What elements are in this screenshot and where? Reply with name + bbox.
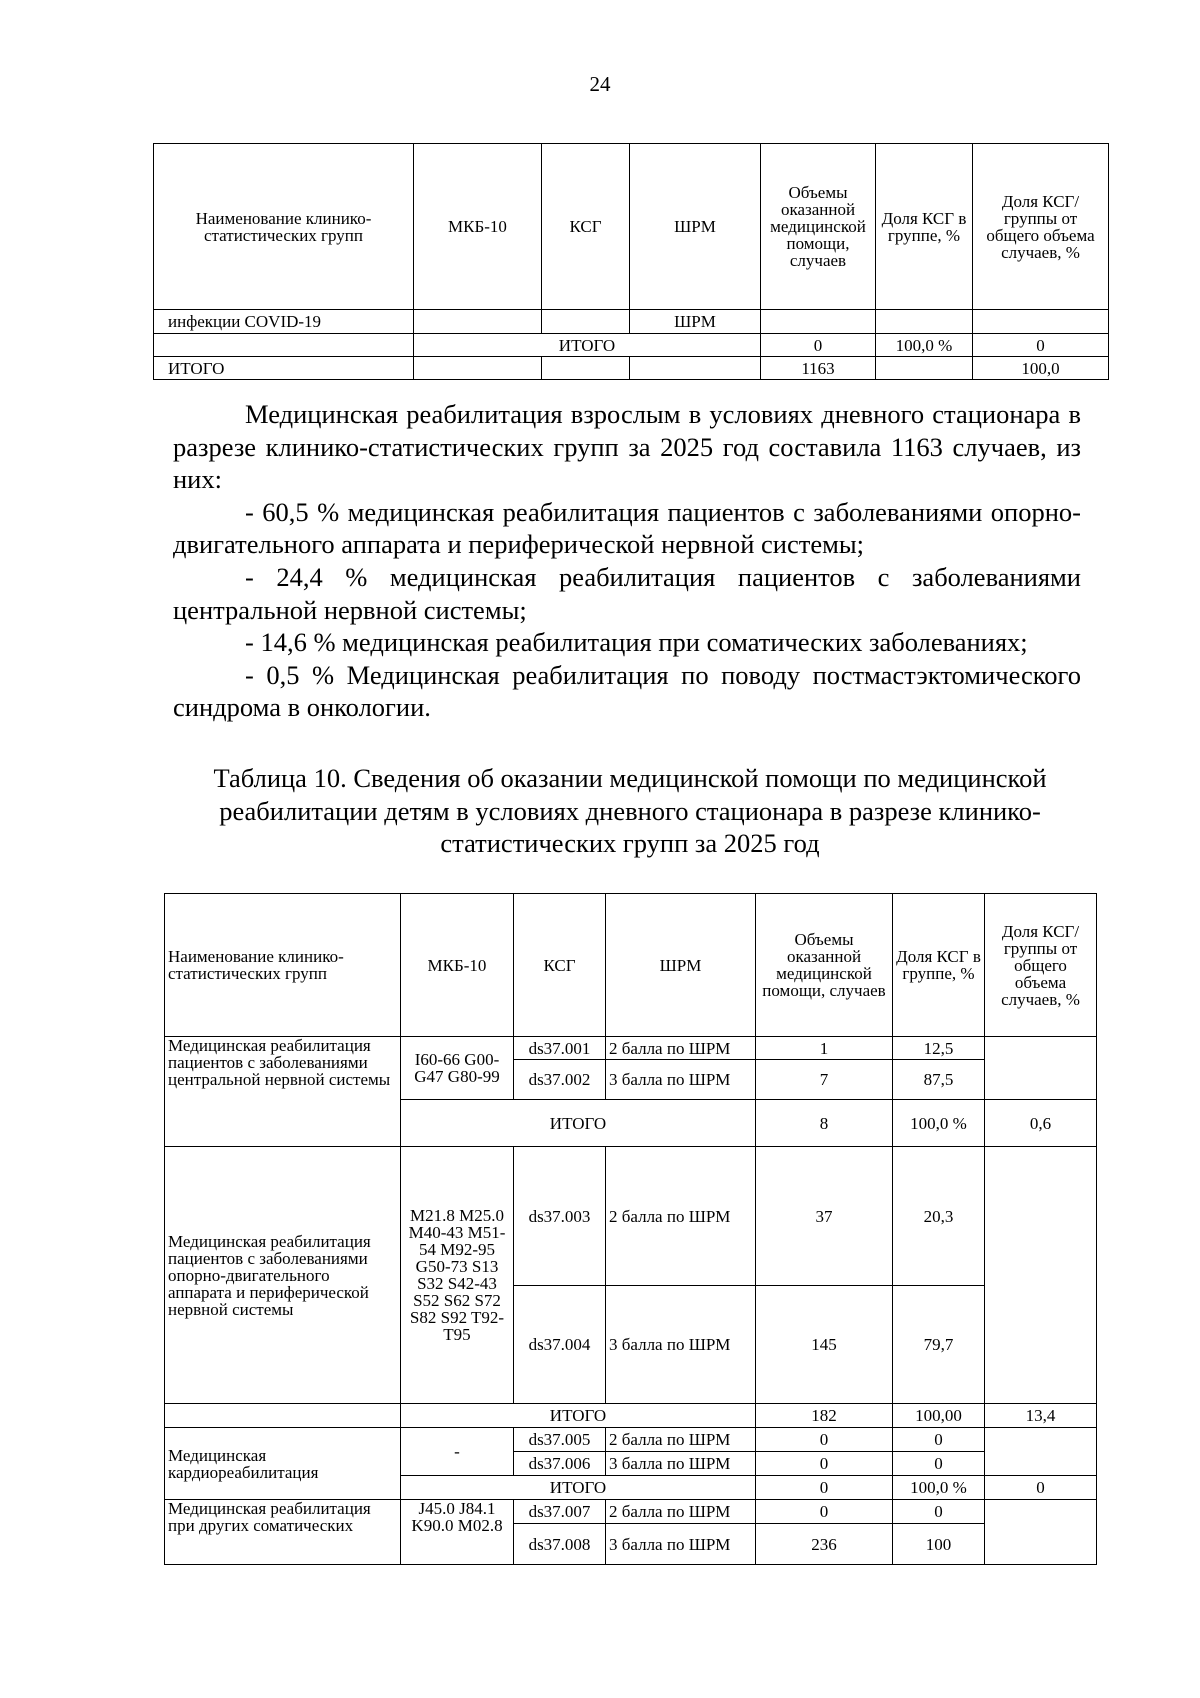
ksg-cell: ds37.006 [514,1452,606,1476]
empty-cell [985,1428,1097,1476]
mkb-codes: M21.8 M25.0 M40-43 M51-54 M92-95 G50-73 S13 S32 S42-43 S52 S62 S72 S82 S92 T92-T95 [401,1147,514,1404]
share-cell: 79,7 [893,1286,985,1404]
share-cell: 12,5 [893,1037,985,1060]
total-volume: 1163 [761,357,876,380]
group-name: Медицинская реабилитация при других соматических [165,1500,401,1565]
shrm-cell: 2 балла по ШРМ [606,1147,756,1286]
paragraph: - 60,5 % медицинская реабилитация пациентов с заболеваниями опорно-двигательного аппарата и периферической нервной системы; [173,496,1081,560]
volume-cell: 7 [756,1060,893,1100]
subtotal-volume: 182 [756,1404,893,1428]
total-row [154,357,1109,380]
group-name: инфекции COVID-19 [154,310,414,334]
table-header-row [154,144,1109,310]
shrm-cell: 3 балла по ШРМ [606,1452,756,1476]
mkb-codes: - [401,1428,514,1476]
subtotal-volume: 0 [761,334,876,357]
shrm-cell: 2 балла по ШРМ [606,1500,756,1524]
table-header-row [165,894,1097,1037]
header-name: Наименование клинико-статистических групп [154,144,414,310]
group-name: Медицинская реабилитация пациентов с заболеваниями центральной нервной системы [165,1037,401,1147]
empty-cell [761,310,876,334]
share-cell: 87,5 [893,1060,985,1100]
empty-cell [973,310,1109,334]
subtotal-row [165,1404,1097,1428]
shrm-cell: 3 балла по ШРМ [606,1060,756,1100]
paragraph: - 14,6 % медицинская реабилитация при соматических заболеваниях; [245,627,1028,658]
share-cell: 0 [893,1452,985,1476]
header-name: Наименование клинико-статистических групп [165,894,401,1037]
empty-cell [154,334,414,357]
ksg-cell: ds37.004 [514,1286,606,1404]
header-volume: Объемы оказанной медицинской помощи, случаев [761,144,876,310]
ksg-cell: ds37.001 [514,1037,606,1060]
subtotal-share-group: 100,0 % [893,1476,985,1500]
ksg-cell: ds37.008 [514,1524,606,1565]
volume-cell: 145 [756,1286,893,1404]
ksg-cell: ds37.007 [514,1500,606,1524]
shrm-cell: 3 балла по ШРМ [606,1524,756,1565]
volume-cell: 0 [756,1500,893,1524]
empty-cell [165,1404,401,1428]
volume-cell: 1 [756,1037,893,1060]
group-name: Медицинская реабилитация пациентов с заболеваниями опорно-двигательного аппарата и периферической нервной системы [165,1147,401,1404]
continued-table [153,143,1109,380]
subtotal-share-group: 100,0 % [893,1100,985,1147]
subtotal-share-total: 13,4 [985,1404,1097,1428]
table-row [165,1037,1097,1060]
ksg-cell: ds37.002 [514,1060,606,1100]
empty-cell [876,310,973,334]
shrm-cell: 3 балла по ШРМ [606,1286,756,1404]
table-row [165,1500,1097,1524]
header-mkb: МКБ-10 [414,144,542,310]
shrm-cell: 2 балла по ШРМ [606,1428,756,1452]
header-share-total: Доля КСГ/группы от общего объема случаев, % [985,894,1097,1037]
total-share-total: 100,0 [973,357,1109,380]
subtotal-share-total: 0 [973,334,1109,357]
paragraph: - 24,4 % медицинская реабилитация пациентов с заболеваниями центральной нервной системы; [173,561,1081,625]
subtotal-label: ИТОГО [401,1100,756,1147]
volume-cell: 0 [756,1428,893,1452]
empty-cell [985,1147,1097,1404]
paragraph: - 0,5 % Медицинская реабилитация по поводу постмастэктомического синдрома в онкологии. [173,659,1081,723]
empty-cell [414,357,542,380]
empty-cell [542,310,630,334]
ksg-cell: ds37.005 [514,1428,606,1452]
empty-cell [542,357,630,380]
header-shrm: ШРМ [606,894,756,1037]
header-share-group: Доля КСГ в группе, % [893,894,985,1037]
body-text [173,398,1081,724]
subtotal-share-total: 0,6 [985,1100,1097,1147]
subtotal-share-group: 100,00 [893,1404,985,1428]
table-row [165,1147,1097,1286]
subtotal-row [154,334,1109,357]
shrm-cell: ШРМ [630,310,761,334]
total-label: ИТОГО [154,357,414,380]
empty-cell [630,357,761,380]
header-ksg: КСГ [514,894,606,1037]
rehab-table [164,893,1097,1565]
share-cell: 20,3 [893,1147,985,1286]
volume-cell: 236 [756,1524,893,1565]
subtotal-volume: 8 [756,1100,893,1147]
subtotal-share-total: 0 [985,1476,1097,1500]
volume-cell: 0 [756,1452,893,1476]
subtotal-label: ИТОГО [414,334,761,357]
empty-cell [414,310,542,334]
mkb-codes: I60-66 G00-G47 G80-99 [401,1037,514,1100]
mkb-codes: J45.0 J84.1 K90.0 M02.8 [401,1500,514,1565]
group-name: Медицинская кардиореабилитация [165,1428,401,1500]
empty-cell [985,1037,1097,1100]
share-cell: 0 [893,1500,985,1524]
page-number: 24 [589,72,611,96]
table-row [165,1428,1097,1452]
header-share-total: Доля КСГ/группы от общего объема случаев, % [973,144,1109,310]
empty-cell [985,1500,1097,1565]
volume-cell: 37 [756,1147,893,1286]
share-cell: 100 [893,1524,985,1565]
header-share-group: Доля КСГ в группе, % [876,144,973,310]
shrm-cell: 2 балла по ШРМ [606,1037,756,1060]
subtotal-label: ИТОГО [401,1404,756,1428]
subtotal-share-group: 100,0 % [876,334,973,357]
empty-cell [876,357,973,380]
header-volume: Объемы оказанной медицинской помощи, случаев [756,894,893,1037]
subtotal-volume: 0 [756,1476,893,1500]
ksg-cell: ds37.003 [514,1147,606,1286]
header-mkb: МКБ-10 [401,894,514,1037]
subtotal-label: ИТОГО [401,1476,756,1500]
table-row [154,310,1109,334]
header-ksg: КСГ [542,144,630,310]
header-shrm: ШРМ [630,144,761,310]
paragraph: Медицинская реабилитация взрослым в условиях дневного стационара в разрезе клинико-статистических групп за 2025 год составила 1163 случаев, из них: [173,399,1081,495]
table-caption: Таблица 10. Сведения об оказании медицинской помощи по медицинской реабилитации детям в условиях дневного стационара в разрезе клинико-статистических групп за 2025 год [213,763,1047,858]
share-cell: 0 [893,1428,985,1452]
